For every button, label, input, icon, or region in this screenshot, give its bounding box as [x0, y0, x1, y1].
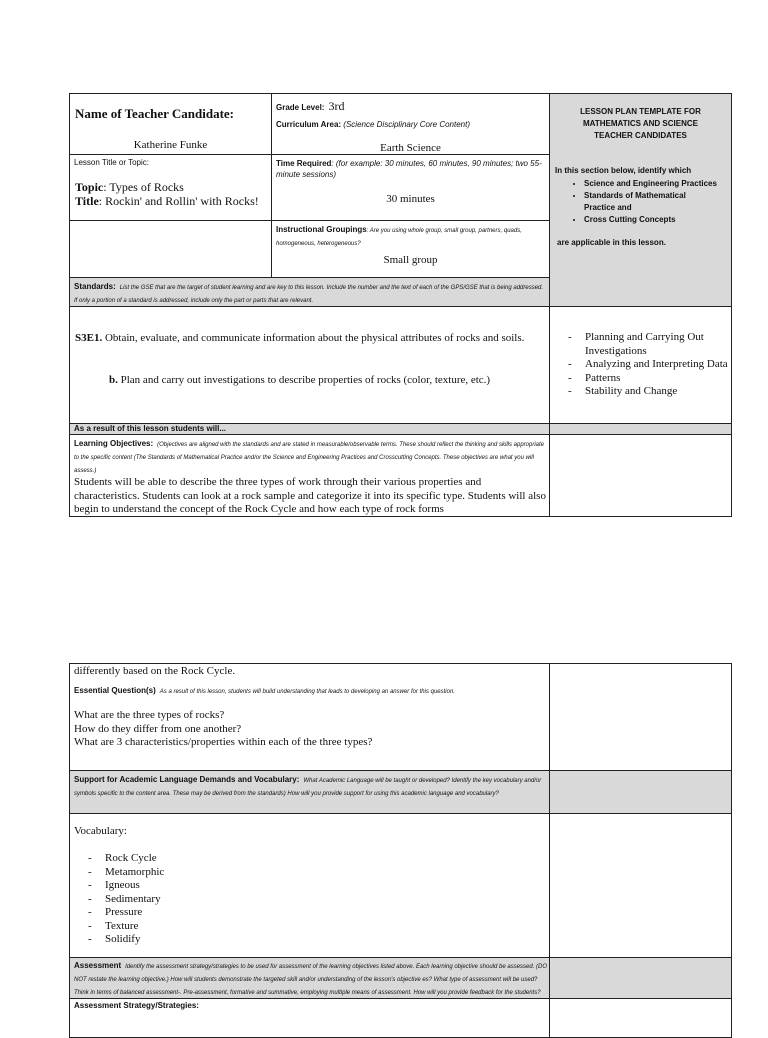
practices-header-cell: [549, 93, 732, 307]
identify-item: • Standards of Mathematical Practice and: [584, 190, 699, 214]
practice-item: - Analyzing and Interpreting Data: [550, 358, 730, 372]
template-title-line-3: TEACHER CANDIDATES: [594, 131, 687, 140]
teacher-name-value: Katherine Funke: [133, 139, 208, 151]
standards-label: Standards:: [74, 282, 116, 291]
curriculum-value: Earth Science: [380, 142, 441, 154]
essential-question-side-cell: [549, 663, 732, 771]
support-side-cell: [549, 770, 732, 814]
blank-cell: [69, 220, 272, 278]
practice-item: - Patterns: [550, 372, 730, 386]
curriculum-label: Curriculum Area:: [276, 120, 342, 129]
curriculum-hint: (Science Disciplinary Core Content): [343, 120, 471, 129]
groupings-hint: : Are you using whole group, small group, partners, quads, homogeneous, heterogeneous?: [276, 228, 522, 247]
grade-curriculum-cell: [271, 93, 550, 155]
standard-b: [109, 374, 549, 387]
standard-code: S3E1.: [75, 332, 103, 344]
practice-item: - Stability and Change: [550, 385, 730, 399]
assessment-label: Assessment: [74, 961, 122, 970]
support-hint: What Academic Language will be taught or developed? Identify the key vocabulary and/or symbols specific to the content area. These may be derived from the standards) How will you provide support for using this academic language and vocabulary?: [74, 778, 542, 797]
lesson-title-label: Lesson Title or Topic:: [74, 158, 150, 167]
objectives-label: Learning Objectives:: [74, 439, 154, 448]
essential-question-label: Essential Question(s): [74, 686, 156, 695]
vocabulary-heading: Vocabulary:: [74, 825, 127, 837]
groupings-cell: [271, 220, 550, 278]
objectives-text: Students will be able to describe the three types of work through their various properties and characteristics. Students can look at a rock sample and categorize it into its specific type. Students will also begin to understand the concept of the Rock Cycle and how each type of rock forms: [74, 476, 546, 515]
vocabulary-side-cell: [549, 813, 732, 958]
essential-question-cell: [69, 663, 550, 771]
strategy-cell: [69, 998, 550, 1038]
teacher-name-cell: [69, 93, 272, 155]
identify-item: • Cross Cutting Concepts: [584, 214, 765, 226]
assessment-hint: Identify the assessment strategy/strategies to be used for assessment of the learning objectives listed above. Each learning objective should be assessed. (DO NOT restate the learning objective.) How will students demonstrate the targeted skill and/or understanding of the lesson's objective es? What type of assessment will be used? Think in terms of balanced assessment-. Pre-assessment, formative and summative, employing multiple means of assessment. How will you provide feedback for the students?: [74, 964, 548, 996]
groupings-value: Small group: [383, 254, 438, 266]
vocabulary-item: - Texture: [70, 920, 370, 934]
standard-text: Obtain, evaluate, and communicate information about the physical attributes of rocks and soils.: [102, 332, 525, 344]
question-item: What are the three types of rocks?: [74, 709, 225, 721]
strategy-label: Assessment Strategy/Strategies:: [74, 1001, 199, 1010]
identify-text: In this section below, identify which: [555, 166, 692, 175]
topic-value: : Types of Rocks: [103, 180, 184, 194]
time-value: 30 minutes: [386, 193, 435, 205]
vocabulary-item: - Igneous: [70, 879, 370, 893]
question-item: What are 3 characteristics/properties within each of the three types?: [74, 736, 373, 748]
support-header-cell: [69, 770, 550, 814]
continuation-text: differently based on the Rock Cycle.: [74, 665, 236, 677]
assessment-header-cell: [69, 957, 550, 999]
vocabulary-list: [70, 852, 370, 947]
template-title-line-2: MATHEMATICS AND SCIENCE: [583, 119, 698, 128]
grade-value: 3rd: [328, 99, 345, 113]
grade-label: Grade Level:: [276, 103, 325, 112]
strategy-side-cell: [549, 998, 732, 1038]
standards-header-cell: [69, 277, 550, 307]
vocabulary-item: - Sedimentary: [70, 893, 370, 907]
applicable-text: are applicable in this lesson.: [557, 238, 666, 247]
vocabulary-item: - Metamorphic: [70, 866, 370, 880]
lesson-title-cell: [69, 154, 272, 221]
questions-list: [74, 709, 372, 750]
support-label: Support for Academic Language Demands and Vocabulary:: [74, 775, 300, 784]
identify-item: • Science and Engineering Practices: [584, 178, 765, 190]
vocabulary-cell: [69, 813, 550, 958]
topic-label: Topic: [75, 180, 104, 194]
standards-hint: List the GSE that are the target of student learning and are key to this lesson. Include the number and the text of each of the GPS/GSE that is being addressed. If only a portion of a standard is addressed, include only the part or parts that are relevant.: [74, 285, 544, 304]
practices-list: [550, 331, 730, 399]
result-label: As a result of this lesson students will...: [74, 424, 227, 433]
vocabulary-item: - Solidify: [70, 933, 370, 947]
standards-content-cell: [69, 306, 550, 424]
time-required-cell: [271, 154, 550, 221]
objectives-cell: [69, 434, 550, 517]
teacher-name-label: Name of Teacher Candidate:: [75, 106, 235, 121]
essential-question-hint: As a result of this lesson, students will build understanding that leads to developing an answer for this question.: [159, 689, 455, 695]
time-label: Time Required: [276, 159, 332, 168]
title-value: : Rockin' and Rollin' with Rocks!: [98, 194, 259, 208]
groupings-label: Instructional Groupings: [276, 225, 367, 234]
objectives-hint: (Objectives are aligned with the standards and are stated in measurable/observable terms. These should reflect the thinking and skills appropriate to the specific content (The Standards of Mathematical Practice and/or the Science and Engineering Practices and Crosscutting Concepts. These objectives are what you will assess.): [74, 442, 545, 474]
time-hint: : (for example: 30 minutes, 60 minutes, 90 minutes; two 55-minute sessions): [276, 159, 542, 179]
assessment-side-cell: [549, 957, 732, 999]
practice-item: - Planning and Carrying Out Investigations: [550, 331, 730, 358]
practices-content-cell: [549, 306, 732, 424]
question-item: How do they differ from one another?: [74, 722, 242, 735]
standard-b-text: Plan and carry out investigations to describe properties of rocks (color, texture, etc.): [117, 374, 491, 386]
identify-list: [550, 178, 765, 226]
standard-s3e1: [75, 332, 535, 345]
title-label: Title: [75, 194, 99, 208]
standard-b-label: b.: [109, 374, 118, 386]
vocabulary-item: - Pressure: [70, 906, 370, 920]
template-title-line-1: LESSON PLAN TEMPLATE FOR: [580, 107, 701, 116]
vocabulary-item: - Rock Cycle: [70, 852, 370, 866]
objectives-side-cell: [549, 434, 732, 517]
